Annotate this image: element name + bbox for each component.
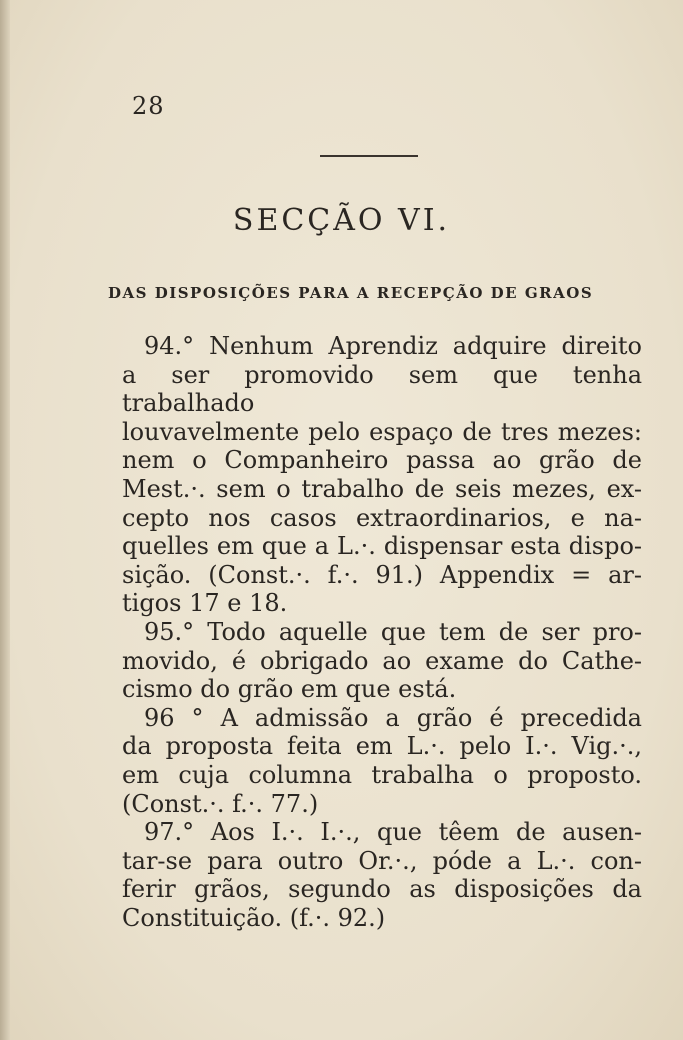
- text-line: sição. (Const.·. f.·. 91.) Appendix = ar-: [122, 560, 642, 589]
- page-spine-shadow: [0, 0, 10, 1040]
- section-subtitle: DAS DISPOSIÇÕES PARA A RECEPÇÃO DE GRAOS: [108, 284, 594, 302]
- text-line: tigos 17 e 18.: [122, 589, 288, 618]
- text-line: (Const.·. f.·. 77.): [122, 789, 319, 818]
- text-line: 94.° Nenhum Aprendiz adquire direito: [144, 332, 642, 360]
- text-line: louvavelmente pelo espaço de tres mezes:: [122, 417, 642, 446]
- text-line: 97.° Aos I.·. I.·., que têem de ausen-: [144, 818, 642, 847]
- text-line: 96 ° A admissão a grão é precedida: [144, 703, 642, 732]
- section-title: SECÇÃO VI.: [232, 203, 451, 238]
- text-line: ferir grãos, segundo as disposições da: [122, 875, 642, 904]
- text-line: cismo do grão em que está.: [122, 675, 457, 704]
- text-line: a ser promovido sem que tenha trabalhado: [122, 360, 642, 418]
- text-line: movido, é obrigado ao exame do Cathe-: [122, 646, 642, 675]
- section-divider: [320, 155, 418, 157]
- text-line: 95.° Todo aquelle que tem de ser pro-: [144, 617, 642, 646]
- text-line: nem o Companheiro passa ao grão de: [122, 446, 642, 475]
- text-line: quelles em que a L.·. dispensar esta dispo-: [122, 532, 642, 561]
- body-text: [122, 332, 642, 932]
- text-line: cepto nos casos extraordinarios, e na-: [122, 503, 642, 532]
- page-number: 28: [132, 92, 165, 120]
- text-line: Constituição. (f.·. 92.): [122, 903, 386, 932]
- text-line: Mest.·. sem o trabalho de seis mezes, ex-: [122, 474, 642, 503]
- text-line: em cuja columna trabalha o proposto.: [122, 760, 642, 789]
- text-line: da proposta feita em L.·. pelo I.·. Vig.·.,: [122, 732, 642, 761]
- text-line: tar-se para outro Or.·., póde a L.·. con-: [122, 846, 642, 875]
